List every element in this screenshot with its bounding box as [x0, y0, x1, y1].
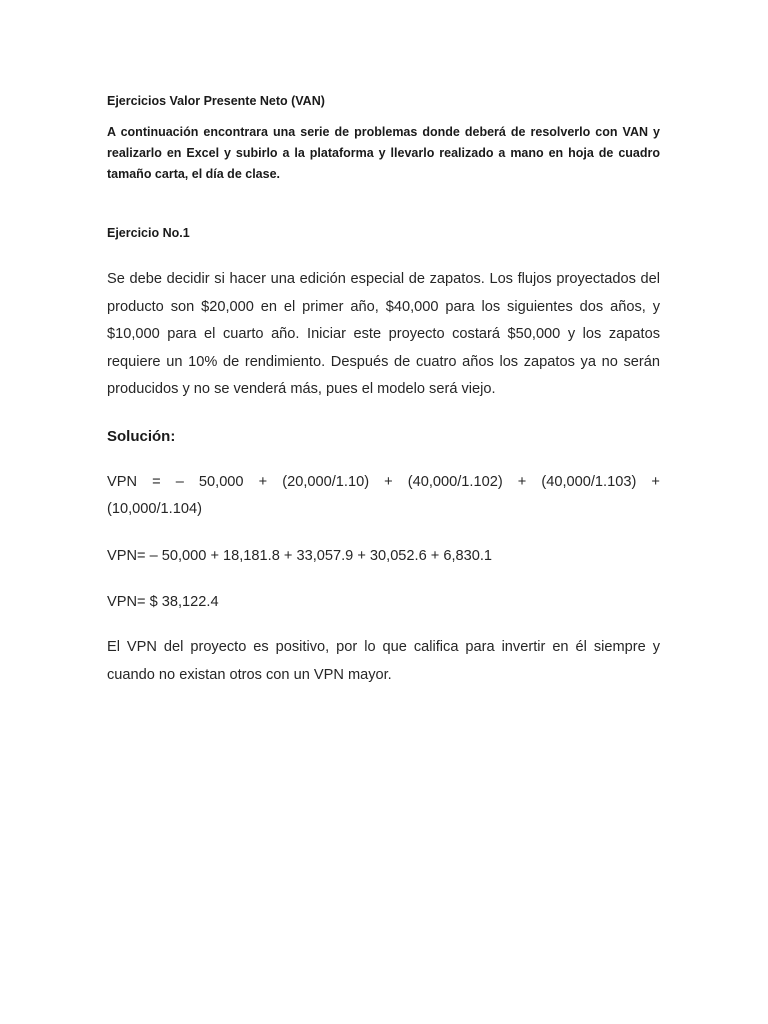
document-title: Ejercicios Valor Presente Neto (VAN) — [107, 94, 325, 108]
conclusion-paragraph: El VPN del proyecto es positivo, por lo que califica para invertir en él siempre y cuando no existan otros con un VPN mayor. — [107, 639, 660, 683]
formula-term: VPN — [107, 474, 138, 490]
result-line: VPN= $ 38,122.4 — [107, 594, 219, 610]
formula-line-2: (10,000/1.104) — [107, 501, 202, 517]
formula-term: (40,000/1.102) — [407, 474, 503, 490]
formula-block — [107, 469, 660, 523]
formula-term: + — [384, 474, 393, 490]
formula-term: + — [651, 474, 660, 490]
formula-term: + — [258, 474, 268, 490]
formula-values: VPN= – 50,000 + 18,181.8 + 33,057.9 + 30,052.6 + 6,830.1 — [107, 548, 493, 564]
formula-line-1 — [107, 469, 660, 496]
formula-term: 50,000 — [198, 474, 244, 490]
formula-term: + — [517, 474, 527, 490]
exercise-heading: Ejercicio No.1 — [107, 226, 190, 240]
formula-term: – — [175, 474, 184, 490]
formula-term: = — [152, 474, 161, 490]
exercise-statement: Se debe decidir si hacer una edición especial de zapatos. Los flujos proyectados del producto son $20,000 en el primer año, $40,000 para los siguientes dos años, y $10,000 para el cuarto año. Iniciar este proyecto costará $50,000 y los zapatos requiere un 10% de rendimiento. Después de cuatro años los zapatos ya no serán producidos y no se venderá más, pues el modelo será viejo. — [107, 271, 660, 397]
intro-paragraph: A continuación encontrara una serie de problemas donde deberá de resolverlo con VAN y realizarlo en Excel y subirlo a la plataforma y llevarlo realizado a mano en hoja de cuadro tamaño carta, el día de clase. — [107, 125, 660, 181]
formula-term: (20,000/1.10) — [282, 474, 370, 490]
solution-heading: Solución: — [107, 428, 176, 445]
formula-term: (40,000/1.103) — [541, 474, 637, 490]
